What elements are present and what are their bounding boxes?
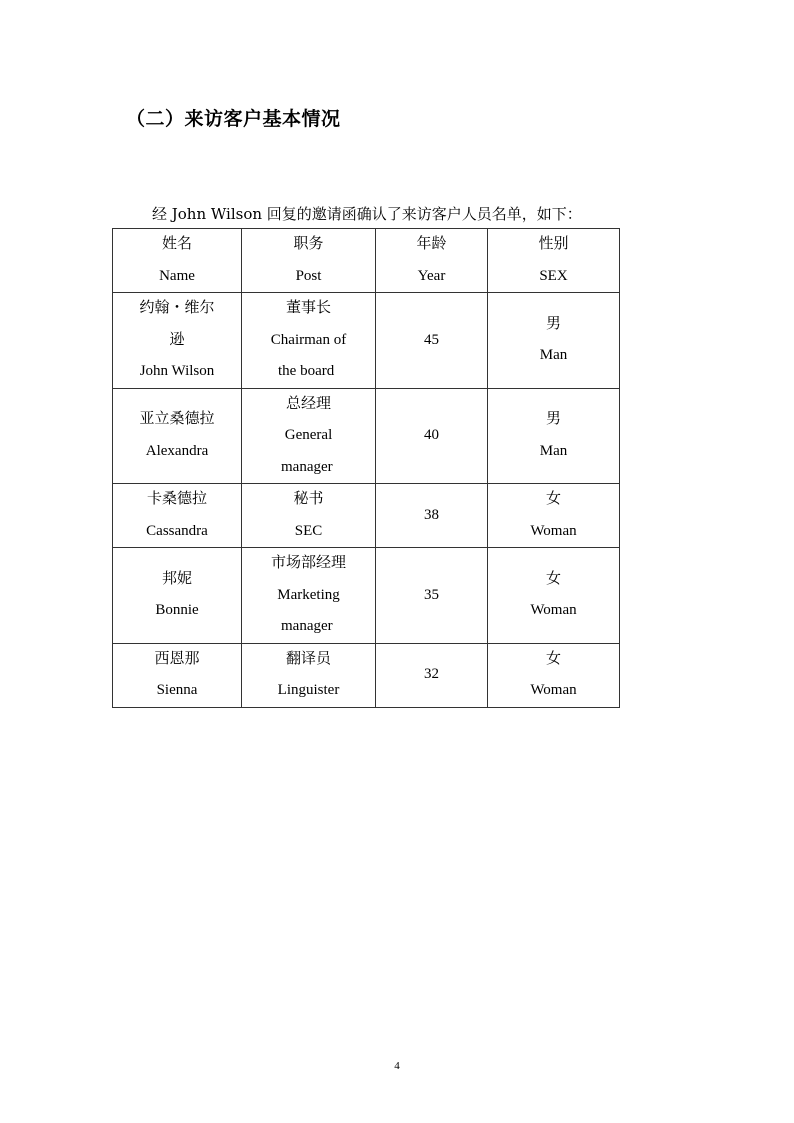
sex-zh: 女	[545, 491, 561, 507]
cell-sex	[488, 388, 620, 484]
cell-sex	[488, 293, 620, 389]
header-name-zh: 姓名	[161, 236, 192, 252]
page-number: 4	[394, 1060, 400, 1072]
name-en: Sienna	[156, 682, 198, 698]
cell-sex	[488, 643, 620, 707]
visitor-table	[112, 228, 620, 708]
cell-sex	[488, 548, 620, 644]
table-row	[113, 293, 620, 389]
name-zh: 卡桑德拉	[146, 491, 207, 507]
sex-zh: 女	[545, 570, 561, 587]
name-en: Alexandra	[145, 442, 209, 459]
header-name-en: Name	[159, 267, 195, 284]
post-zh: 秘书	[293, 491, 324, 507]
header-name	[113, 229, 242, 293]
header-age-en: Year	[417, 267, 446, 284]
post-en-line: manager	[281, 458, 333, 475]
cell-age: 35	[376, 548, 488, 644]
table-row	[113, 548, 620, 644]
name-en: John Wilson	[139, 363, 215, 379]
header-post	[242, 229, 376, 293]
table-header-row	[113, 229, 620, 293]
cell-name	[113, 548, 242, 644]
sex-zh: 女	[545, 650, 561, 667]
post-en-line: Marketing	[277, 586, 340, 603]
cell-age: 40	[376, 388, 488, 484]
name-en: Bonnie	[155, 602, 199, 619]
sex-en: Man	[539, 347, 568, 364]
post-zh: 总经理	[285, 395, 331, 412]
sex-zh: 男	[545, 315, 561, 332]
header-post-en: Post	[295, 267, 322, 284]
sex-en: Woman	[530, 602, 577, 619]
post-zh: 董事长	[285, 300, 331, 316]
cell-age: 38	[376, 484, 488, 548]
cell-age: 32	[376, 643, 488, 707]
intro-paragraph: 经 John Wilson 回复的邀请函确认了来访客户人员名单，如下：	[152, 205, 582, 223]
header-post-zh: 职务	[293, 236, 324, 252]
post-zh: 翻译员	[285, 650, 331, 667]
table-row	[113, 388, 620, 484]
post-en-line: the board	[278, 363, 335, 379]
cell-name	[113, 293, 242, 389]
header-sex-zh: 性别	[538, 236, 569, 252]
name-en: Cassandra	[146, 522, 208, 539]
post-en-line: Chairman of	[270, 331, 347, 348]
table-row	[113, 643, 620, 707]
sex-en: Man	[539, 442, 568, 459]
cell-name	[113, 484, 242, 548]
header-age	[376, 229, 488, 293]
name-zh: 亚立桑德拉	[139, 411, 215, 428]
name-zh: 邦妮	[161, 570, 192, 587]
name-zh: 西恩那	[154, 650, 200, 667]
name-zh-line: 逊	[169, 331, 185, 348]
post-en-line: manager	[281, 618, 333, 634]
name-zh-line: 约翰・维尔	[139, 300, 215, 316]
post-en-line: General	[284, 427, 333, 443]
cell-post	[242, 484, 376, 548]
cell-age: 45	[376, 293, 488, 389]
cell-post	[242, 548, 376, 644]
sex-en: Woman	[530, 682, 577, 698]
post-en: Linguister	[277, 682, 340, 698]
cell-sex	[488, 484, 620, 548]
cell-name	[113, 388, 242, 484]
post-zh: 市场部经理	[270, 555, 346, 571]
sex-zh: 男	[545, 411, 561, 428]
cell-post	[242, 388, 376, 484]
header-age-zh: 年龄	[416, 236, 447, 252]
sex-en: Woman	[530, 522, 577, 539]
header-sex-en: SEX	[539, 267, 568, 284]
table-row	[113, 484, 620, 548]
cell-name	[113, 643, 242, 707]
cell-post	[242, 293, 376, 389]
post-en: SEC	[294, 522, 323, 539]
cell-post	[242, 643, 376, 707]
header-sex	[488, 229, 620, 293]
section-heading: （二）来访客户基本情况	[126, 108, 341, 130]
